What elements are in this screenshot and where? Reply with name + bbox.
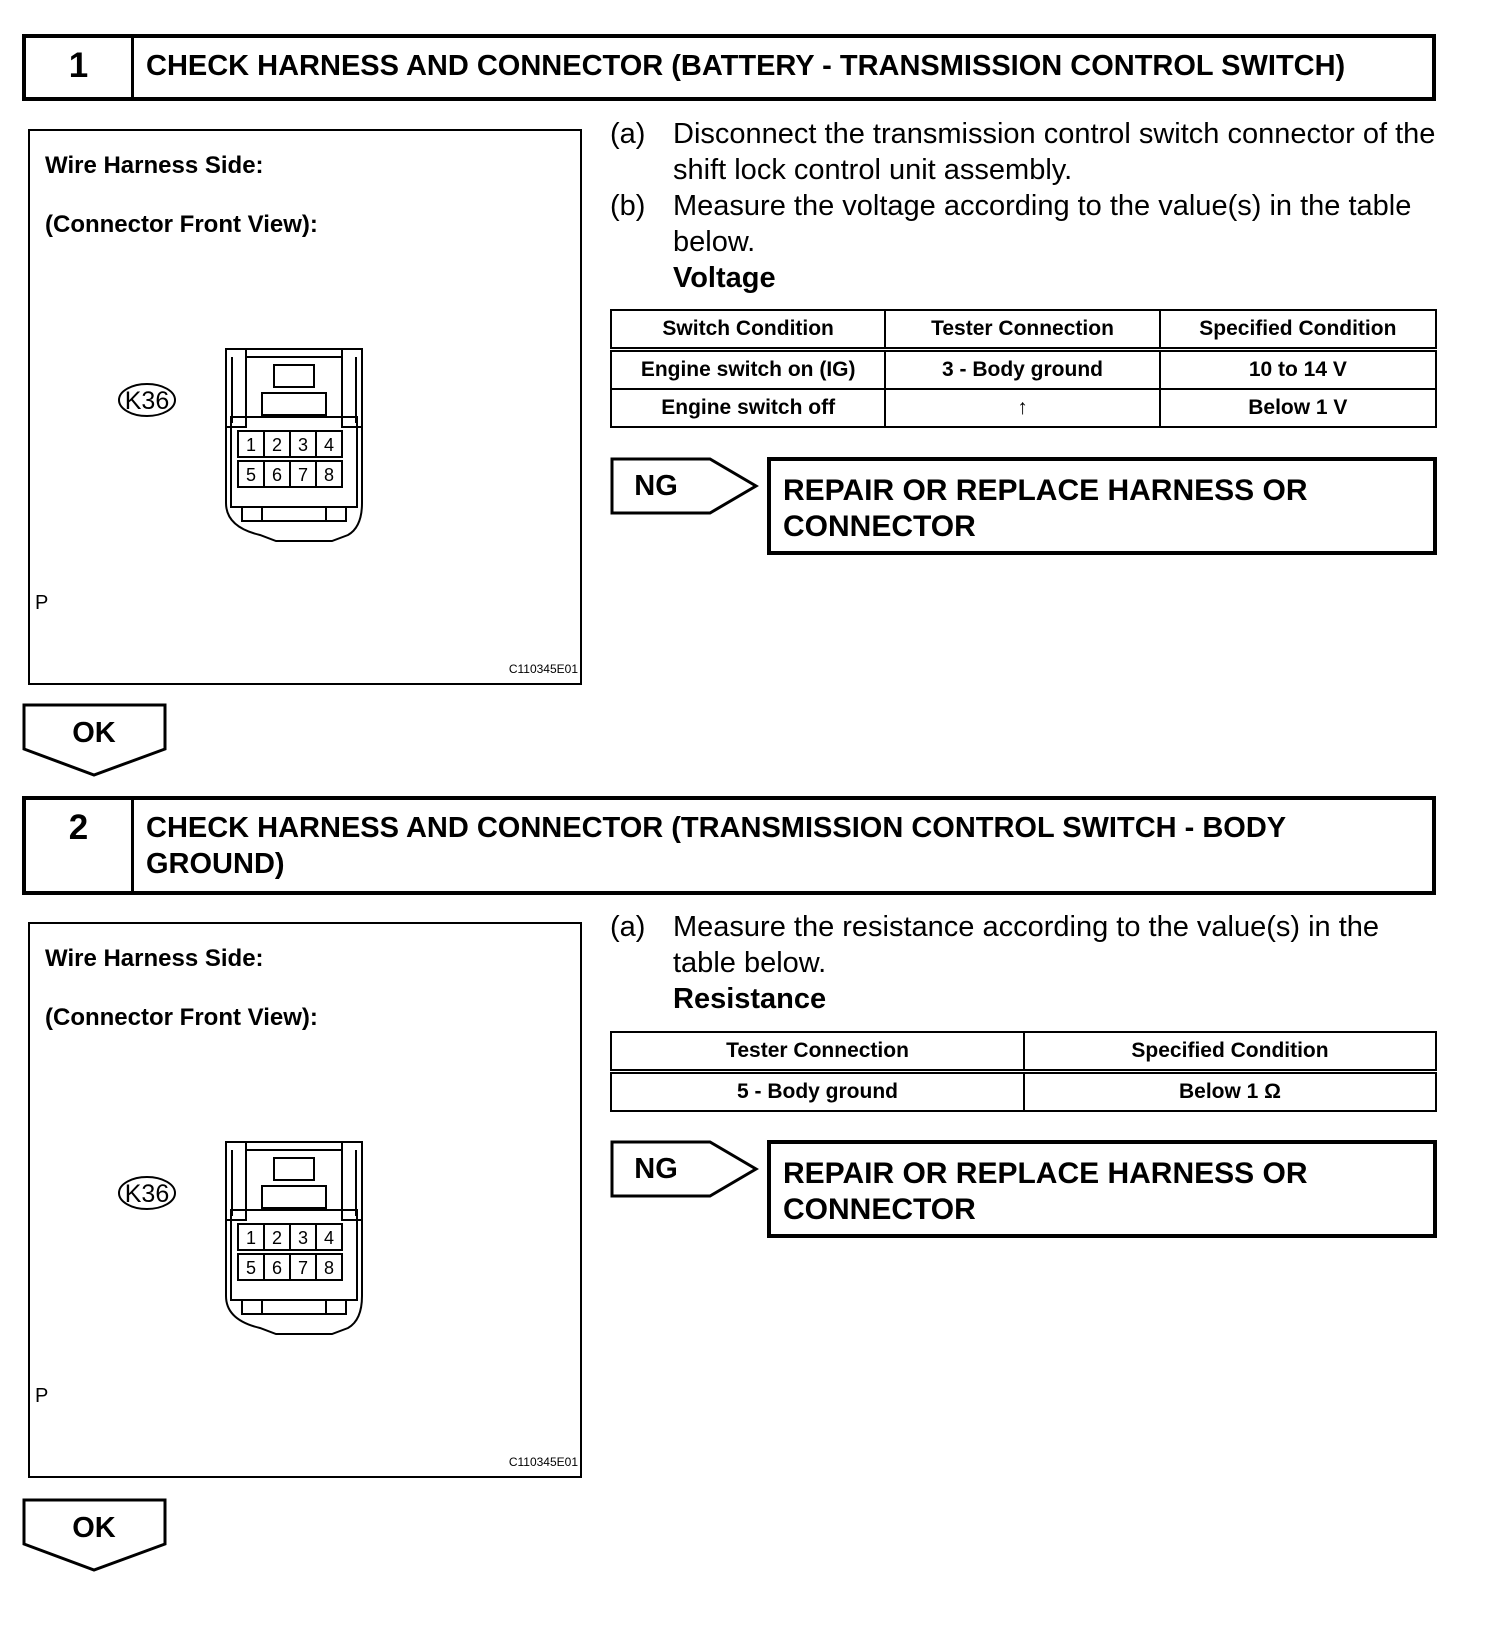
instruction-label: (a) [610,911,646,943]
pin-label: 2 [271,435,283,455]
ng-label: NG [634,1153,678,1185]
pin-grid [238,431,342,487]
instruction-text: Disconnect the transmission control switch connector of the shift lock control unit assembly. [673,118,1436,186]
instruction-item [610,188,1440,260]
connector-front-view-label: (Connector Front View): [45,211,318,238]
ng-arrow [610,457,760,517]
pin-label: 1 [245,435,257,455]
table-cell: Below 1 V [1160,389,1436,427]
step-2-instructions [610,909,1440,1017]
table-cell: 10 to 14 V [1160,350,1436,390]
table-cell: 3 - Body ground [885,350,1159,390]
pin-label: 1 [245,1228,257,1248]
instruction-text: Measure the voltage according to the value(s) in the table below. [673,190,1412,258]
table-row [611,1072,1436,1112]
wire-harness-side-label: Wire Harness Side: [45,152,264,179]
ok-label: OK [72,717,116,749]
pin-label: 7 [297,465,309,485]
p-mark: P [35,592,49,614]
connector-front-view-label: (Connector Front View): [45,1004,318,1031]
connector-diagram [28,129,582,685]
step-number: 1 [26,38,134,97]
p-mark: P [35,1385,49,1407]
table-cell: Engine switch on (IG) [611,350,885,390]
pin-label: 4 [323,435,335,455]
pin-label: 6 [271,1258,283,1278]
table-header: Specified Condition [1024,1032,1436,1072]
ok-arrow [22,703,168,777]
ng-arrow [610,1140,760,1200]
pin-label: 5 [245,1258,257,1278]
figure-code: C110345E01 [508,1455,578,1469]
voltage-table [610,309,1437,428]
ng-action-box: REPAIR OR REPLACE HARNESS OR CONNECTOR [767,1140,1437,1238]
table-cell: ↑ [885,389,1159,427]
pin-label: 3 [297,1228,309,1248]
wire-harness-side-label: Wire Harness Side: [45,945,264,972]
table-header: Tester Connection [885,310,1159,350]
connector-illustration [30,131,584,687]
connector-illustration [30,924,584,1480]
connector-diagram [28,922,582,1478]
ok-label: OK [72,1512,116,1544]
pin-label: 8 [323,1258,335,1278]
pin-label: 6 [271,465,283,485]
pin-grid [238,1224,342,1280]
instruction-text: Measure the resistance according to the value(s) in the table below. [673,911,1380,979]
table-title: Resistance [673,983,827,1015]
resistance-table [610,1031,1437,1112]
step-1-header [22,34,1436,101]
ng-label: NG [634,470,678,502]
table-header: Specified Condition [1160,310,1436,350]
table-cell: 5 - Body ground [611,1072,1024,1112]
table-row [611,389,1436,427]
instruction-label: (b) [610,190,646,222]
connector-id: K36 [124,1180,170,1208]
instruction-item [610,909,1440,981]
pin-label: 3 [297,435,309,455]
connector-id: K36 [124,387,170,415]
table-title: Voltage [673,262,776,294]
pin-label: 5 [245,465,257,485]
step-2-header [22,796,1436,895]
table-header-row [611,310,1436,350]
table-cell: Engine switch off [611,389,885,427]
table-header: Switch Condition [611,310,885,350]
step-title: CHECK HARNESS AND CONNECTOR (BATTERY - TRANSMISSION CONTROL SWITCH) [146,50,1346,82]
ng-action-box: REPAIR OR REPLACE HARNESS OR CONNECTOR [767,457,1437,555]
pin-label: 8 [323,465,335,485]
step-1-instructions [610,116,1440,296]
table-row [611,350,1436,390]
table-cell: Below 1 Ω [1024,1072,1436,1112]
table-header-row [611,1032,1436,1072]
instruction-label: (a) [610,118,646,150]
instruction-item [610,116,1440,188]
table-header: Tester Connection [611,1032,1024,1072]
figure-code: C110345E01 [508,662,578,676]
step-number: 2 [26,800,134,891]
step-title: CHECK HARNESS AND CONNECTOR (TRANSMISSION CONTROL SWITCH - BODY GROUND) [146,812,1286,880]
pin-label: 2 [271,1228,283,1248]
ok-arrow [22,1498,168,1572]
pin-label: 4 [323,1228,335,1248]
pin-label: 7 [297,1258,309,1278]
